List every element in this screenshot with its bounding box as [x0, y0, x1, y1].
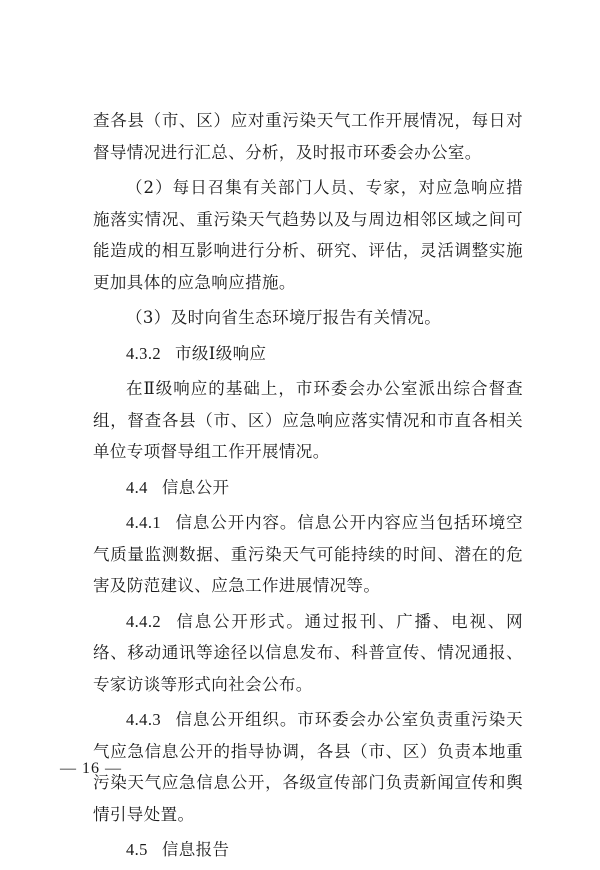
paragraph-continued: 查各县（市、区）应对重污染天气工作开展情况，每日对督导情况进行汇总、分析，及时报市环委会办公室。 — [93, 111, 523, 162]
paragraph-4-4-2 — [93, 606, 523, 701]
section-title: 信息报告 — [161, 840, 230, 859]
section-number: 4.3.2 — [126, 343, 161, 363]
section-title: 信息公开 — [161, 477, 230, 497]
paragraph-4-4-3 — [93, 704, 523, 830]
section-number: 4.4 — [126, 477, 148, 497]
section-number: 4.5 — [126, 840, 148, 859]
section-number: 4.4.1 — [126, 513, 161, 532]
section-heading-4-4 — [93, 472, 523, 504]
section-heading-4-5 — [93, 834, 523, 866]
section-heading-4-3-2 — [93, 338, 523, 370]
paragraph-item-3: （3）及时向省生态环境厅报告有关情况。 — [126, 308, 442, 327]
paragraph-text: 信息公开组织。市环委会办公室负责重污染天气应急信息公开的指导协调，各县（市、区）负责本地重污染天气应急信息公开，各级宣传部门负责新闻宣传和舆情引导处置。 — [93, 710, 523, 824]
paragraph-item-2: （2）每日召集有关部门人员、专家，对应急响应措施落实情况、重污染天气趋势以及与周边相邻区域之间可能造成的相互影响进行分析、研究、评估，灵活调整实施更加具体的应急响应措施。 — [93, 178, 523, 292]
section-number: 4.4.3 — [126, 710, 161, 729]
paragraph-level1-response: 在Ⅱ级响应的基础上，市环委会办公室派出综合督查组，督查各县（市、区）应急响应落实情况和市直各相关单位专项督导组工作开展情况。 — [93, 379, 523, 461]
section-number: 4.4.2 — [126, 611, 161, 631]
paragraph-4-4-1 — [93, 507, 523, 602]
paragraph-text: 信息公开形式。通过报刊、广播、电视、网络、移动通讯等途径以信息发布、科普宣传、情况通报、专家访谈等形式向社会公布。 — [93, 611, 523, 694]
page-number: — 16 — — [60, 760, 122, 777]
document-body — [93, 105, 523, 870]
paragraph-text: 信息公开内容。信息公开内容应当包括环境空气质量监测数据、重污染天气可能持续的时间、潜在的危害及防范建议、应急工作进展情况等。 — [93, 513, 523, 595]
section-title: 市级Ⅰ级响应 — [175, 343, 267, 363]
